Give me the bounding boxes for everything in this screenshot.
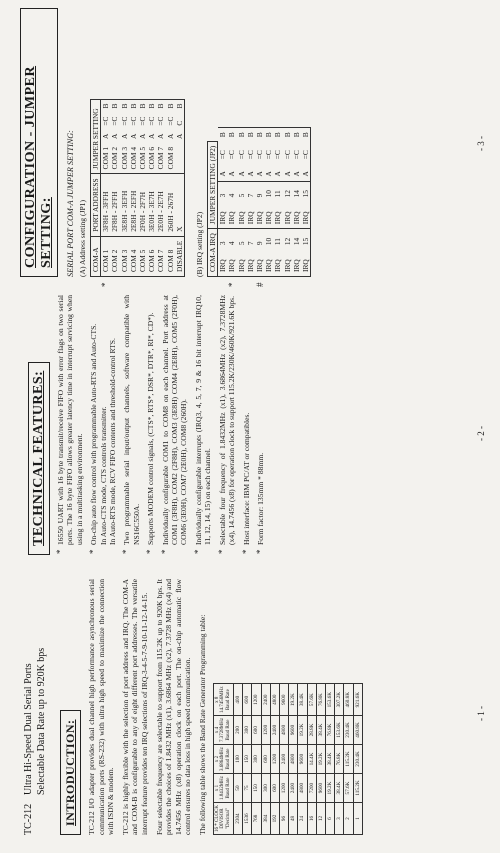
- jumper-cell: IRQ: [273, 249, 282, 276]
- jumper-cell: =C: [301, 141, 311, 163]
- page-number-3: - 3 -: [476, 136, 486, 151]
- jumper-cell: =C: [255, 150, 265, 160]
- baud-cell: 4800: [279, 715, 288, 744]
- jumper-cell: IRQ: [255, 201, 264, 228]
- jumper-row: [264, 128, 273, 277]
- baud-cell: 600: [252, 715, 261, 744]
- baud-cell: 2400: [279, 744, 288, 773]
- baud-cell: 300: [252, 744, 261, 773]
- jumper-cell: COM 6: [147, 236, 156, 276]
- jumper-cell: A: [110, 133, 120, 139]
- feature-text: * On-chip auto flow control with programmable Auto-RTS and Auto-CTS.: [89, 323, 99, 545]
- jumper-cell: 260H - 267H: [166, 174, 175, 236]
- default-marker: #: [255, 282, 266, 287]
- jumper-cell: =C: [147, 116, 157, 126]
- introduction-heading: INTRODUCTION:: [60, 710, 81, 835]
- baud-row: [243, 684, 252, 835]
- jumper-row: [129, 99, 138, 276]
- jumper-header-cell: COM-A IRQ: [208, 229, 218, 277]
- baud-cell: 115.2K: [353, 774, 362, 803]
- jumper-cell: COM 1: [101, 236, 111, 276]
- baud-row: [279, 684, 288, 835]
- baud-cell: 1: [353, 803, 362, 835]
- baud-cell: 4800: [289, 744, 298, 773]
- jumper-cell: A: [147, 133, 157, 139]
- baud-cell: 300: [261, 774, 270, 803]
- jumper-cell: IRQ: [237, 201, 246, 228]
- jumper-cell: IRQ: [255, 249, 264, 276]
- jumper-cell: A: [138, 133, 148, 139]
- baud-row: [316, 684, 325, 835]
- baud-cell: 150: [243, 744, 252, 773]
- baud-header-row: [213, 684, 233, 835]
- jumper-cell: =C: [291, 150, 301, 160]
- jumper-cell: 5: [237, 181, 246, 201]
- jumper-cell: 15: [301, 181, 311, 201]
- jumper-cell: A: [291, 171, 301, 177]
- baud-cell: 14.4K: [307, 744, 316, 773]
- baud-cell: 921.6K: [353, 684, 362, 716]
- jumper-row: [301, 128, 311, 277]
- baud-cell: 400: [233, 684, 242, 716]
- jumper-cell: 3E0H - 3E7H: [147, 174, 156, 236]
- jumper-cell: B: [120, 99, 129, 112]
- baud-cell: 75: [243, 774, 252, 803]
- jumper-cell: B: [166, 99, 175, 112]
- feature-text: 16550 UART with 16 byte transmit/receive FIFO with error flags on two serial ports. The 16 byte FIFO allows greater latency time in interrupt servicing when using in a multitasking environment.: [56, 295, 84, 545]
- baud-cell: 150: [252, 774, 261, 803]
- jumper-cell: B: [218, 128, 228, 141]
- jumper-cell: B: [292, 128, 301, 141]
- jumper-cell: 15: [301, 229, 311, 249]
- baud-cell: 1200: [252, 684, 261, 716]
- baud-cell: 1200: [279, 774, 288, 803]
- jumper-cell: =C: [101, 116, 111, 126]
- jumper-cell: 2E0H - 2E7H: [156, 174, 165, 236]
- feature-item: [56, 295, 84, 545]
- jumper-cell: COM 5: [138, 143, 147, 174]
- feature-text: Individually configurable COM1 to COM8 on each channel. Port address at COM1 (3F8H), COM2 (2F8H), COM3 (3E8H) COM4 (2E8H), COM5 (2F0H), COM6 (3E0H), COM7 (2E0H), COM8 (260H).: [160, 295, 189, 545]
- baud-cell: 307.2K: [335, 684, 344, 716]
- jumper-cell: A: [119, 133, 129, 139]
- feature-item: [256, 295, 265, 545]
- baud-cell: 57.6K: [344, 774, 353, 803]
- jumper-cell: B: [175, 99, 185, 112]
- jumper-row: [292, 128, 301, 277]
- jumper-header-cell: JUMPER SETTING (JP2): [208, 141, 218, 228]
- configuration-heading: CONFIGURATION - JUMPER SETTING:: [20, 8, 58, 277]
- baud-cell: 76.8K: [316, 684, 325, 716]
- baud-cell: 76.8K: [335, 744, 344, 773]
- jumper-cell: 11: [273, 229, 282, 249]
- jumper-cell: A: [264, 171, 274, 177]
- baud-header-cell: x 4 7.3728MHz Baud Rate: [213, 715, 233, 744]
- jumper-cell: IRQ: [283, 201, 292, 228]
- baud-cell: 768: [252, 803, 261, 835]
- jumper-cell: COM 1: [101, 143, 111, 174]
- jumper-cell: A: [175, 130, 185, 143]
- jumper-row: [147, 99, 156, 276]
- baud-row: [335, 684, 344, 835]
- default-marker: *: [226, 282, 237, 287]
- baud-cell: 4800: [298, 774, 307, 803]
- jumper-cell: B: [283, 128, 292, 141]
- jumper-cell: 9: [255, 229, 264, 249]
- baud-cell: 19.2K: [289, 684, 298, 716]
- jumper-cell: 4: [227, 181, 236, 201]
- baud-cell: 28.8K: [307, 715, 316, 744]
- jumper-row: [120, 99, 129, 276]
- jumper-cell: COM 4: [129, 236, 138, 276]
- feature-item: [161, 295, 189, 545]
- jumper-cell: COM 8: [166, 236, 175, 276]
- jumper-cell: IRQ: [227, 201, 236, 228]
- jumper-cell: =C: [264, 150, 274, 160]
- jumper-cell: COM 8: [166, 143, 175, 174]
- baud-cell: 600: [270, 774, 279, 803]
- jumper-header-cell: PORT ADDRESS: [91, 174, 101, 236]
- model-name: TC-212: [23, 803, 34, 835]
- baud-cell: 230.4K: [344, 715, 353, 744]
- jumper-cell: =C: [110, 116, 120, 126]
- baud-cell: 460.8K: [353, 715, 362, 744]
- jumper-cell: IRQ: [301, 201, 311, 228]
- baud-cell: 2400: [289, 774, 298, 803]
- jumper-cell: COM 7: [156, 236, 165, 276]
- baud-row: [270, 684, 279, 835]
- baud-cell: 4800: [270, 684, 279, 716]
- baud-cell: 153.6K: [325, 684, 334, 716]
- page-number-1: - 1 -: [476, 706, 486, 721]
- baud-header-cell: x 8 14.7456MHz Baud Rate: [213, 684, 233, 716]
- jumper-cell: A: [128, 133, 138, 139]
- baud-cell: 7200: [307, 774, 316, 803]
- address-setting-label: (A) Address setting (JP1): [78, 200, 87, 277]
- baud-row: [289, 684, 298, 835]
- baud-cell: 6: [325, 803, 334, 835]
- jumper-cell: 4: [227, 229, 236, 249]
- jumper-header-cell: COM-A: [91, 236, 101, 276]
- baud-cell: 153.6K: [335, 715, 344, 744]
- page-2: [0, 282, 500, 569]
- baud-cell: 1200: [270, 744, 279, 773]
- feature-text: Individually configurable interrupts (IRQ3, 4, 5, 7, 9 & 16 bit interrupt IRQ10, 11, 12, 14, 15) on each channel.: [193, 295, 213, 545]
- baud-cell: 9600: [316, 774, 325, 803]
- jumper-cell: 14: [292, 229, 301, 249]
- jumper-cell: =C: [227, 150, 237, 160]
- baud-cell: 38.4K: [325, 744, 334, 773]
- jumper-cell: COM 3: [120, 236, 129, 276]
- jumper-cell: 14: [292, 181, 301, 201]
- feature-text: Supports MODEM control signals, (CTS*, RTS*, DSR*, DTR*, RI*, CD*).: [146, 312, 156, 545]
- jumper-row: [273, 128, 282, 277]
- jumper-cell: 2F0H - 2F7H: [138, 174, 147, 236]
- baud-cell: 1200: [261, 715, 270, 744]
- jumper-cell: 10: [264, 181, 273, 201]
- feature-text: In Auto-RTS mode, RCV FIFO contents and threshold-control RTS.: [108, 338, 118, 545]
- jumper-cell: 9: [255, 181, 264, 201]
- baud-cell: 115.2K: [344, 744, 353, 773]
- baud-cell: 19.2K: [325, 774, 334, 803]
- jumper-row: [237, 128, 246, 277]
- jumper-cell: A: [218, 171, 228, 177]
- jumper-cell: 2E8H - 2EFH: [129, 174, 138, 236]
- jumper-cell: IRQ: [246, 201, 255, 228]
- jumper-cell: COM 4: [129, 143, 138, 174]
- feature-text: Two programmable serial input/output channels, software compatible with NS16C550A.: [122, 295, 141, 545]
- jumper-cell: IRQ: [273, 201, 282, 228]
- feature-text: Selectable four frequency of 1.8432MHz (x1), 3.6864MHz (x2), 7.3728MHz (x4), 14.7456 (x8) for operation clock to support 115.2K/230K/460K/921.6K bps.: [217, 295, 237, 545]
- jumper-cell: 7: [246, 181, 255, 201]
- baud-row: [233, 684, 242, 835]
- baud-row: [353, 684, 362, 835]
- jumper-row: [156, 99, 165, 276]
- header-line1: Ultra Hi-Speed Dual Serial Ports: [23, 663, 34, 795]
- jumper-cell: IRQ: [227, 249, 236, 276]
- baud-cell: 192: [270, 803, 279, 835]
- jumper-cell: =C: [138, 116, 148, 126]
- feature-text: In Auto-CTS mode, CTS controls transmitter.: [98, 406, 108, 545]
- jumper-cell: A: [301, 163, 311, 181]
- jumper-row: [110, 99, 119, 276]
- jumper-cell: IRQ: [218, 249, 228, 276]
- jumper-cell: IRQ: [292, 249, 301, 276]
- baud-cell: 57.6K: [307, 684, 316, 716]
- document-header: [22, 579, 48, 835]
- feature-text: Host interface: IBM PC/AT or compatibles.: [241, 412, 251, 545]
- jumper-cell: 7: [246, 229, 255, 249]
- jumper-cell: B: [138, 99, 147, 112]
- jumper-cell: B: [255, 128, 264, 141]
- jumper-cell: COM 2: [110, 236, 119, 276]
- default-marker: *: [100, 282, 110, 287]
- feature-item: [242, 295, 251, 545]
- jumper-cell: C: [175, 113, 185, 130]
- baud-cell: 19.2K: [316, 744, 325, 773]
- jumper-cell: =C: [236, 150, 246, 160]
- jumper-cell: COM 2: [110, 143, 119, 174]
- baud-cell: 9600: [298, 744, 307, 773]
- jumper-cell: 3E8H - 3EFH: [120, 174, 129, 236]
- baud-row: [252, 684, 261, 835]
- page-3: [0, 0, 500, 285]
- baud-cell: 16: [307, 803, 316, 835]
- jumper-cell: B: [147, 99, 156, 112]
- baud-row: [344, 684, 353, 835]
- jumper-cell: B: [110, 99, 119, 112]
- jumper-row: [101, 99, 111, 276]
- baud-cell: 76.8K: [325, 715, 334, 744]
- serial-port-subtitle: SERIAL PORT COM-A JUMPER SETTING:: [66, 130, 75, 277]
- jumper-cell: =C: [119, 116, 129, 126]
- baud-cell: 230.4K: [353, 744, 362, 773]
- jumper-header-row: [91, 99, 101, 276]
- jumper-cell: IRQ: [237, 249, 246, 276]
- feature-item: [122, 295, 141, 545]
- baud-header-cell: 16 * CLOCK DIVISOR "Decimal": [213, 803, 233, 835]
- jumper-cell: IRQ: [264, 249, 273, 276]
- jumper-cell: IRQ: [246, 249, 255, 276]
- feature-item: [218, 295, 237, 545]
- jumper-row: [138, 99, 147, 276]
- baud-cell: 9600: [279, 684, 288, 716]
- jumper-cell: COM 5: [138, 236, 147, 276]
- jumper-cell: B: [101, 99, 111, 112]
- jumper-cell: IRQ: [292, 201, 301, 228]
- jumper-cell: IRQ: [264, 201, 273, 228]
- baud-row: [298, 684, 307, 835]
- technical-features-list: [56, 295, 265, 555]
- jumper-cell: 3: [218, 229, 228, 249]
- jumper-cell: B: [237, 128, 246, 141]
- jumper-header-row: [208, 128, 218, 277]
- baud-cell: 24: [298, 803, 307, 835]
- feature-text: Form factor: 135mm * 88mm.: [255, 452, 265, 545]
- baud-cell: 300: [243, 715, 252, 744]
- baud-cell: 2400: [270, 715, 279, 744]
- baud-cell: 3: [335, 803, 344, 835]
- jumper-cell: COM 3: [120, 143, 129, 174]
- jumper-cell: X: [175, 174, 185, 236]
- baud-cell: 9600: [289, 715, 298, 744]
- page-number-2: - 2 -: [476, 426, 486, 441]
- header-line2: Selectable Data Rate up to 920K bps: [36, 647, 47, 795]
- jumper-cell: 3: [218, 181, 228, 201]
- intro-paragraph-2: TC-212 is highly flexible with the selection of port address and IRQ. The COM-A and COM-B is configurable to any of eight different port addresses. The versatile interrupt feature provides ten IRQ selections of IRQ-3-4-5-7-9-10-11-12-14-15.: [120, 579, 149, 835]
- jumper-cell: =C: [273, 150, 283, 160]
- intro-paragraph-3: Four selectable frequency are selectable to support from 115.2K up to 920K bps. It provides the choices of 1.8432 MHz (x1), 3.6864 MHz (x2), 7.3728 MHz (x4) and 14.7456 MHz (x8) operation clock on each port. The on-chip automatic flow control ensures no data loss in high speed communication.: [154, 579, 193, 835]
- jumper-cell: =C: [245, 150, 255, 160]
- baud-row: [261, 684, 270, 835]
- jumper-cell: B: [227, 128, 236, 141]
- jumper-cell: A: [255, 171, 265, 177]
- baud-cell: 96: [279, 803, 288, 835]
- jumper-cell: A: [282, 171, 292, 177]
- baud-row: [325, 684, 334, 835]
- jumper-cell: 12: [283, 181, 292, 201]
- baud-cell: 1536: [243, 803, 252, 835]
- jumper-cell: A: [236, 171, 246, 177]
- jumper-cell: A: [101, 133, 111, 139]
- address-jumper-table: [90, 99, 185, 277]
- jumper-row: [227, 128, 236, 277]
- jumper-cell: A: [245, 171, 255, 177]
- baud-cell: 19.2K: [298, 715, 307, 744]
- jumper-cell: B: [301, 128, 311, 141]
- irq-setting-label: (B) IRQ setting (JP2): [195, 211, 205, 277]
- jumper-cell: IRQ: [283, 249, 292, 276]
- jumper-cell: IRQ: [218, 201, 228, 228]
- baud-cell: 2304: [233, 803, 242, 835]
- page-1: [0, 569, 500, 853]
- jumper-cell: COM 6: [147, 143, 156, 174]
- baud-cell: 50: [233, 774, 242, 803]
- jumper-cell: DISABLE: [175, 236, 185, 276]
- baud-cell: 38.4K: [298, 684, 307, 716]
- baud-cell: 384: [261, 803, 270, 835]
- baud-cell: 38.4K: [335, 774, 344, 803]
- baud-cell: 48: [289, 803, 298, 835]
- jumper-cell: =C: [128, 116, 138, 126]
- feature-item: [146, 295, 155, 545]
- jumper-cell: A: [227, 171, 237, 177]
- jumper-cell: =C: [156, 116, 166, 126]
- baud-cell: 2: [344, 803, 353, 835]
- baud-header-cell: x 1 1.8432MHz Baud Rate: [213, 774, 233, 803]
- jumper-cell: B: [156, 99, 165, 112]
- jumper-cell: =C: [282, 150, 292, 160]
- jumper-row: [166, 99, 175, 276]
- intro-paragraph-4: The following table shows the Band Rate Generator Programming table:: [197, 614, 207, 835]
- baud-cell: 12: [316, 803, 325, 835]
- jumper-cell: IRQ: [301, 249, 311, 276]
- baud-cell: 100: [233, 744, 242, 773]
- jumper-header-cell: JUMPER SETTING: [91, 99, 101, 174]
- jumper-row: [175, 99, 185, 276]
- jumper-row: [218, 128, 228, 277]
- intro-paragraph-1: TC-212 I/O adapter provides dual channel high performance asynchronous serial communication ports (RS-232) with ultra high speed to maximize the connection with ISDN & modem.: [87, 579, 116, 835]
- irq-jumper-table: [207, 127, 311, 277]
- baud-row: [307, 684, 316, 835]
- baud-rate-table: [213, 683, 363, 835]
- feature-item: [89, 295, 117, 545]
- baud-cell: 600: [243, 684, 252, 716]
- jumper-cell: A: [165, 133, 175, 139]
- jumper-row: [246, 128, 255, 277]
- jumper-cell: [175, 143, 185, 174]
- jumper-row: [283, 128, 292, 277]
- jumper-cell: B: [129, 99, 138, 112]
- jumper-cell: 12: [283, 229, 292, 249]
- baud-cell: 200: [233, 715, 242, 744]
- jumper-cell: A: [273, 171, 283, 177]
- jumper-row: [255, 128, 264, 277]
- jumper-cell: 10: [264, 229, 273, 249]
- jumper-cell: 2F8H - 2FFH: [110, 174, 119, 236]
- baud-cell: 600: [261, 744, 270, 773]
- baud-header-cell: x 2 3.6864MHz Baud Rate: [213, 744, 233, 773]
- jumper-cell: B: [246, 128, 255, 141]
- jumper-cell: COM 7: [156, 143, 165, 174]
- feature-item: [194, 295, 213, 545]
- technical-features-heading: TECHNICAL FEATURES:: [28, 362, 50, 555]
- jumper-cell: 5: [237, 229, 246, 249]
- jumper-cell: B: [264, 128, 273, 141]
- jumper-cell: B: [273, 128, 282, 141]
- jumper-cell: 11: [273, 181, 282, 201]
- jumper-cell: 3F8H - 3FFH: [101, 174, 111, 236]
- baud-cell: 2400: [261, 684, 270, 716]
- jumper-cell: =C: [165, 116, 175, 126]
- jumper-cell: A: [156, 133, 166, 139]
- baud-cell: 460.8K: [344, 684, 353, 716]
- jumper-cell: =C: [218, 150, 228, 160]
- baud-cell: 38.4K: [316, 715, 325, 744]
